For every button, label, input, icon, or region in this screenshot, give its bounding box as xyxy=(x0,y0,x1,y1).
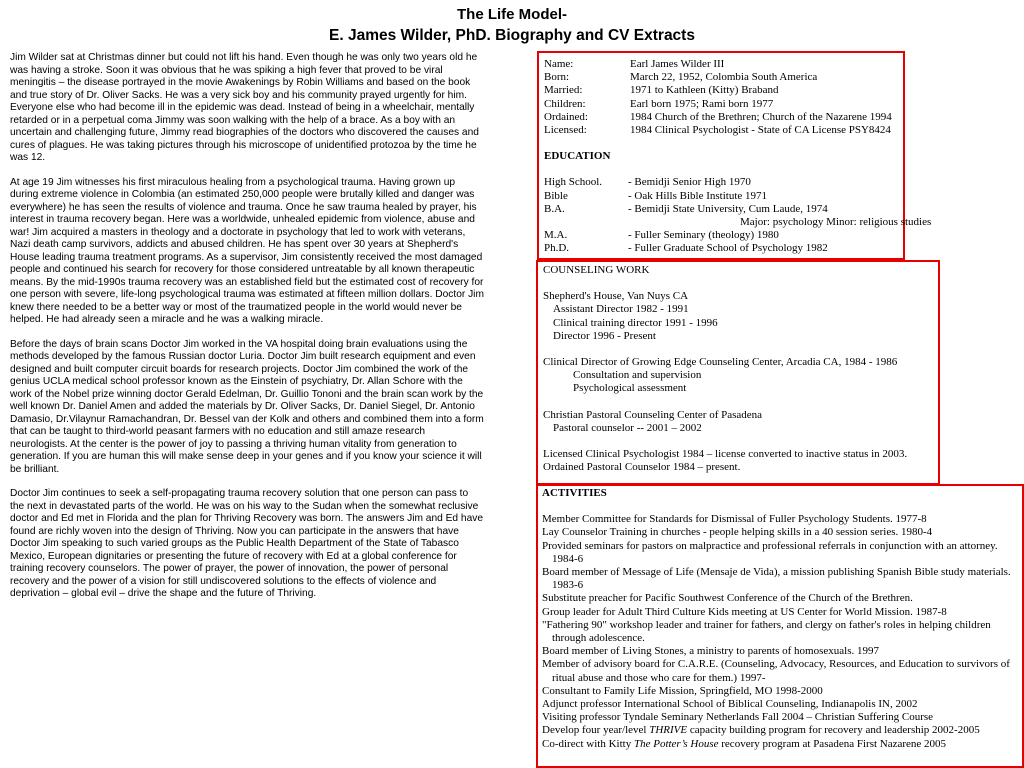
page-title: The Life Model- xyxy=(457,6,567,23)
bio-paragraph-4: Doctor Jim continues to seek a self-propagating trauma recovery solution that one person can pass to the next in devastated parts of the world. He was on his way to the Sudan when the somewhat reclusive doctor and Ed met in Florida and the plan for Thriving Recovery was born. The answers Jim and Ed have found are richly woven into the design of Thriving. Now you can participate in the answers that have Doctor Jim speaking to such varied groups as the Public Health Department of the State of Tabasco Mexico, European dignitaries or presenting the future of recovery with Ed at a global conference for training recovery counselors. The power of prayer, the power of innovation, the power of personal recovery and the power of a vision for still undiscovered solutions to the effects of violence and deprivation – global evil – drive the shape and the future of Thriving. xyxy=(10,488,484,599)
education-row xyxy=(544,176,903,189)
bio-paragraph-2: At age 19 Jim witnesses his first miraculous healing from a psychological trauma. Having grown up during extreme violence in Colombia (an estimated 250,000 people were brutally killed and danger was everywhere) he has seen the results of violence and trauma. Once he saw trauma healed by prayer, his interest in trauma recovery began. Here was a worldwide, unhealed epidemic from violence, abuse and war! Jim acquired a masters in theology and a doctorate in psychology that led to work with veterans, Nazi death camp survivors, addicts and abused children. He has spent over 30 years at Shepherd's House leading trauma treatment programs. As a supervisor, Jim consistently received the most damaged people and continued his search for recovery for those considered untreatable by all known therapeutic means. By the mid-1990s trauma recovery was an established field but the estimated cost of recovery for one person with severe, life-long psychological trauma was estimated at fifteen million dollars. Doctor Jim knew there needed to be a better way or most of the traumatized people in the world would never be helped. He had already seen a miracle and he was a walking miracle. xyxy=(10,176,484,325)
activities-box xyxy=(536,484,1024,768)
personal-label: Married: xyxy=(544,84,583,97)
personal-label: Children: xyxy=(544,97,586,110)
activity-item: Group leader for Adult Third Culture Kids meeting at US Center for World Mission. 1987-8 xyxy=(542,605,947,618)
education-row xyxy=(544,242,903,255)
education-label: M.A. xyxy=(544,229,568,242)
personal-value: March 22, 1952, Colombia South America xyxy=(630,71,818,84)
personal-value: Earl born 1975; Rami born 1977 xyxy=(630,97,774,110)
education-value: - Bemidji Senior High 1970 xyxy=(628,176,751,189)
education-value: - Fuller Seminary (theology) 1980 xyxy=(628,229,779,242)
activity-item: Visiting professor Tyndale Seminary Netherlands Fall 2004 – Christian Suffering Course xyxy=(542,711,934,724)
counseling-employer: Christian Pastoral Counseling Center of Pasadena xyxy=(543,408,763,421)
activity-item: Consultant to Family Life Mission, Springfield, MO 1998-2000 xyxy=(542,684,823,697)
education-major-minor: Major: psychology Minor: religious studies xyxy=(740,216,932,229)
counseling-role: Consultation and supervision xyxy=(573,369,702,382)
personal-label: Born: xyxy=(544,71,570,84)
counseling-role: Director 1996 - Present xyxy=(553,329,656,342)
education-row xyxy=(544,203,903,216)
personal-row xyxy=(544,84,903,97)
activity-item: Board member of Living Stones, a ministry to parents of homosexuals. 1997 xyxy=(542,645,879,658)
personal-row xyxy=(544,71,903,84)
activity-item: Member Committee for Standards for Dismissal of Fuller Psychology Students. 1977-8 xyxy=(542,513,927,526)
personal-label: Name: xyxy=(544,58,574,70)
education-row xyxy=(544,190,903,203)
counseling-work-box xyxy=(536,260,940,485)
counseling-role: Clinical training director 1991 - 1996 xyxy=(553,316,718,329)
counseling-license: Licensed Clinical Psychologist 1984 – license converted to inactive status in 2003. xyxy=(543,448,908,461)
personal-row xyxy=(544,98,903,111)
activity-text: capacity building program for recovery and leadership 2002-2005 xyxy=(687,724,980,737)
personal-label: Ordained: xyxy=(544,110,588,123)
counseling-role: Psychological assessment xyxy=(573,382,687,395)
counseling-employer: Clinical Director of Growing Edge Counseling Center, Arcadia CA, 1984 - 1986 xyxy=(543,356,898,369)
activity-emphasis: THRIVE xyxy=(649,724,688,737)
education-row xyxy=(544,229,903,242)
personal-label: Licensed: xyxy=(544,124,587,137)
education-label: High School. xyxy=(544,176,603,189)
activity-item: "Fathering 90" workshop leader and trainer for fathers, and clergy on father's roles in helping children through adolescence. xyxy=(542,618,991,645)
counseling-employer: Shepherd's House, Van Nuys CA xyxy=(543,290,689,303)
activity-text: Co-direct with Kitty xyxy=(542,737,634,750)
counseling-role: Pastoral counselor -- 2001 – 2002 xyxy=(553,421,702,434)
activity-text: recovery program at Pasadena First Nazarene 2005 xyxy=(718,737,947,750)
activity-item: Member of advisory board for C.A.R.E. (Counseling, Advocacy, Resources, and Education to survivors of ritual abuse and those who care for them.) 1997- xyxy=(542,658,1010,684)
activity-item: Adjunct professor International School of Biblical Counseling, Indianapolis IN, 2002 xyxy=(542,698,918,711)
activity-item: Provided seminars for pastors on malpractice and professional referrals in conjunction with an attorney. 1984-6 xyxy=(542,539,998,565)
personal-value: 1971 to Kathleen (Kitty) Braband xyxy=(630,84,779,97)
activity-item-thrive xyxy=(542,724,1022,737)
education-label: Bible xyxy=(544,189,568,202)
counseling-heading: COUNSELING WORK xyxy=(543,264,650,276)
activity-item: Board member of Message of Life (Mensaje de Vida), a mission publishing Spanish Bible study materials. 1983-6 xyxy=(542,566,1011,592)
personal-value: Earl James Wilder III xyxy=(630,58,725,70)
education-value: - Fuller Graduate School of Psychology 1982 xyxy=(628,242,828,255)
activity-item-potters-house xyxy=(542,738,1022,751)
biography-text xyxy=(10,52,484,613)
education-heading: EDUCATION xyxy=(544,150,611,163)
education-value: - Oak Hills Bible Institute 1971 xyxy=(628,189,768,202)
activity-emphasis: The Potter’s House xyxy=(633,737,719,750)
education-value: - Bemidji State University, Cum Laude, 1974 xyxy=(628,202,828,215)
activities-heading: ACTIVITIES xyxy=(542,487,607,499)
personal-value: 1984 Clinical Psychologist - State of CA License PSY8424 xyxy=(630,124,891,137)
bio-paragraph-3: Before the days of brain scans Doctor Jim worked in the VA hospital doing brain evaluations using the methods developed by the famous Russian doctor Luria. Doctor Jim built research equipment and even designed and built computer circuit boards for research projects. Doctor Jim combined the work of the genius UCLA medical school professor known as the Einstein of psychiatry, Dr. Allan Schore with the work of the Nobel prize winning doctor Gerald Edelman, Dr. Guillio Tononi and the brain scan work by the well known Dr. Daniel Amen and added the materials by Dr. Oliver Sacks, Dr. Daniel Siegel, Dr. Antonio Damasio, Dr.Vilaynur Ramachandran, Dr. Bessel van der Kolk and others and combined them into a form that can be taught to third-world peasant farmers with no education and still amaze research neurologists. At the center is the power of joy to passing a thriving human vitality from generation to generation. If you are human this will make sense deep in your genes and if you know your science it will be brilliant. xyxy=(10,338,484,475)
education-label: Ph.D. xyxy=(544,242,570,255)
activity-item: Lay Counselor Training in churches - people helping skills in a 40 session series. 1980-4 xyxy=(542,526,933,539)
page-subtitle: E. James Wilder, PhD. Biography and CV Extracts xyxy=(329,27,695,44)
counseling-role: Assistant Director 1982 - 1991 xyxy=(553,303,689,316)
activity-item: Substitute preacher for Pacific Southwest Conference of the Church of the Brethren. xyxy=(542,592,913,605)
bio-paragraph-1: Jim Wilder sat at Christmas dinner but could not lift his hand. Even though he was only two years old he was having a stroke. Soon it was obvious that he was spiking a high fever that proved to be viral meningitis – the disease portrayed in the movie Awakenings by Robin Williams and based on the book and true story of Dr. Oliver Sacks. He was a very sick boy and his community prayed urgently for him. Everyone else who had become ill in the epidemic was dead. Instead of being in a wheelchair, mentally retarded or in a perpetual coma Jimmy was soon walking with the help of a brace. As a boy with an uncertain and challenging future, Jimmy read biographies of the doctors who discovered the causes and cures of plagues. He was taking pictures through his microscope of unidentified protozoa by the time he was 12. xyxy=(10,52,479,163)
activity-text: Develop four year/level xyxy=(542,724,650,737)
personal-value: 1984 Church of the Brethren; Church of the Nazarene 1994 xyxy=(630,110,892,123)
personal-education-box xyxy=(537,51,932,260)
personal-row xyxy=(544,111,903,124)
counseling-ordination: Ordained Pastoral Counselor 1984 – present. xyxy=(543,461,741,474)
education-label: B.A. xyxy=(544,202,565,215)
personal-row xyxy=(544,124,903,137)
personal-row xyxy=(544,58,903,71)
